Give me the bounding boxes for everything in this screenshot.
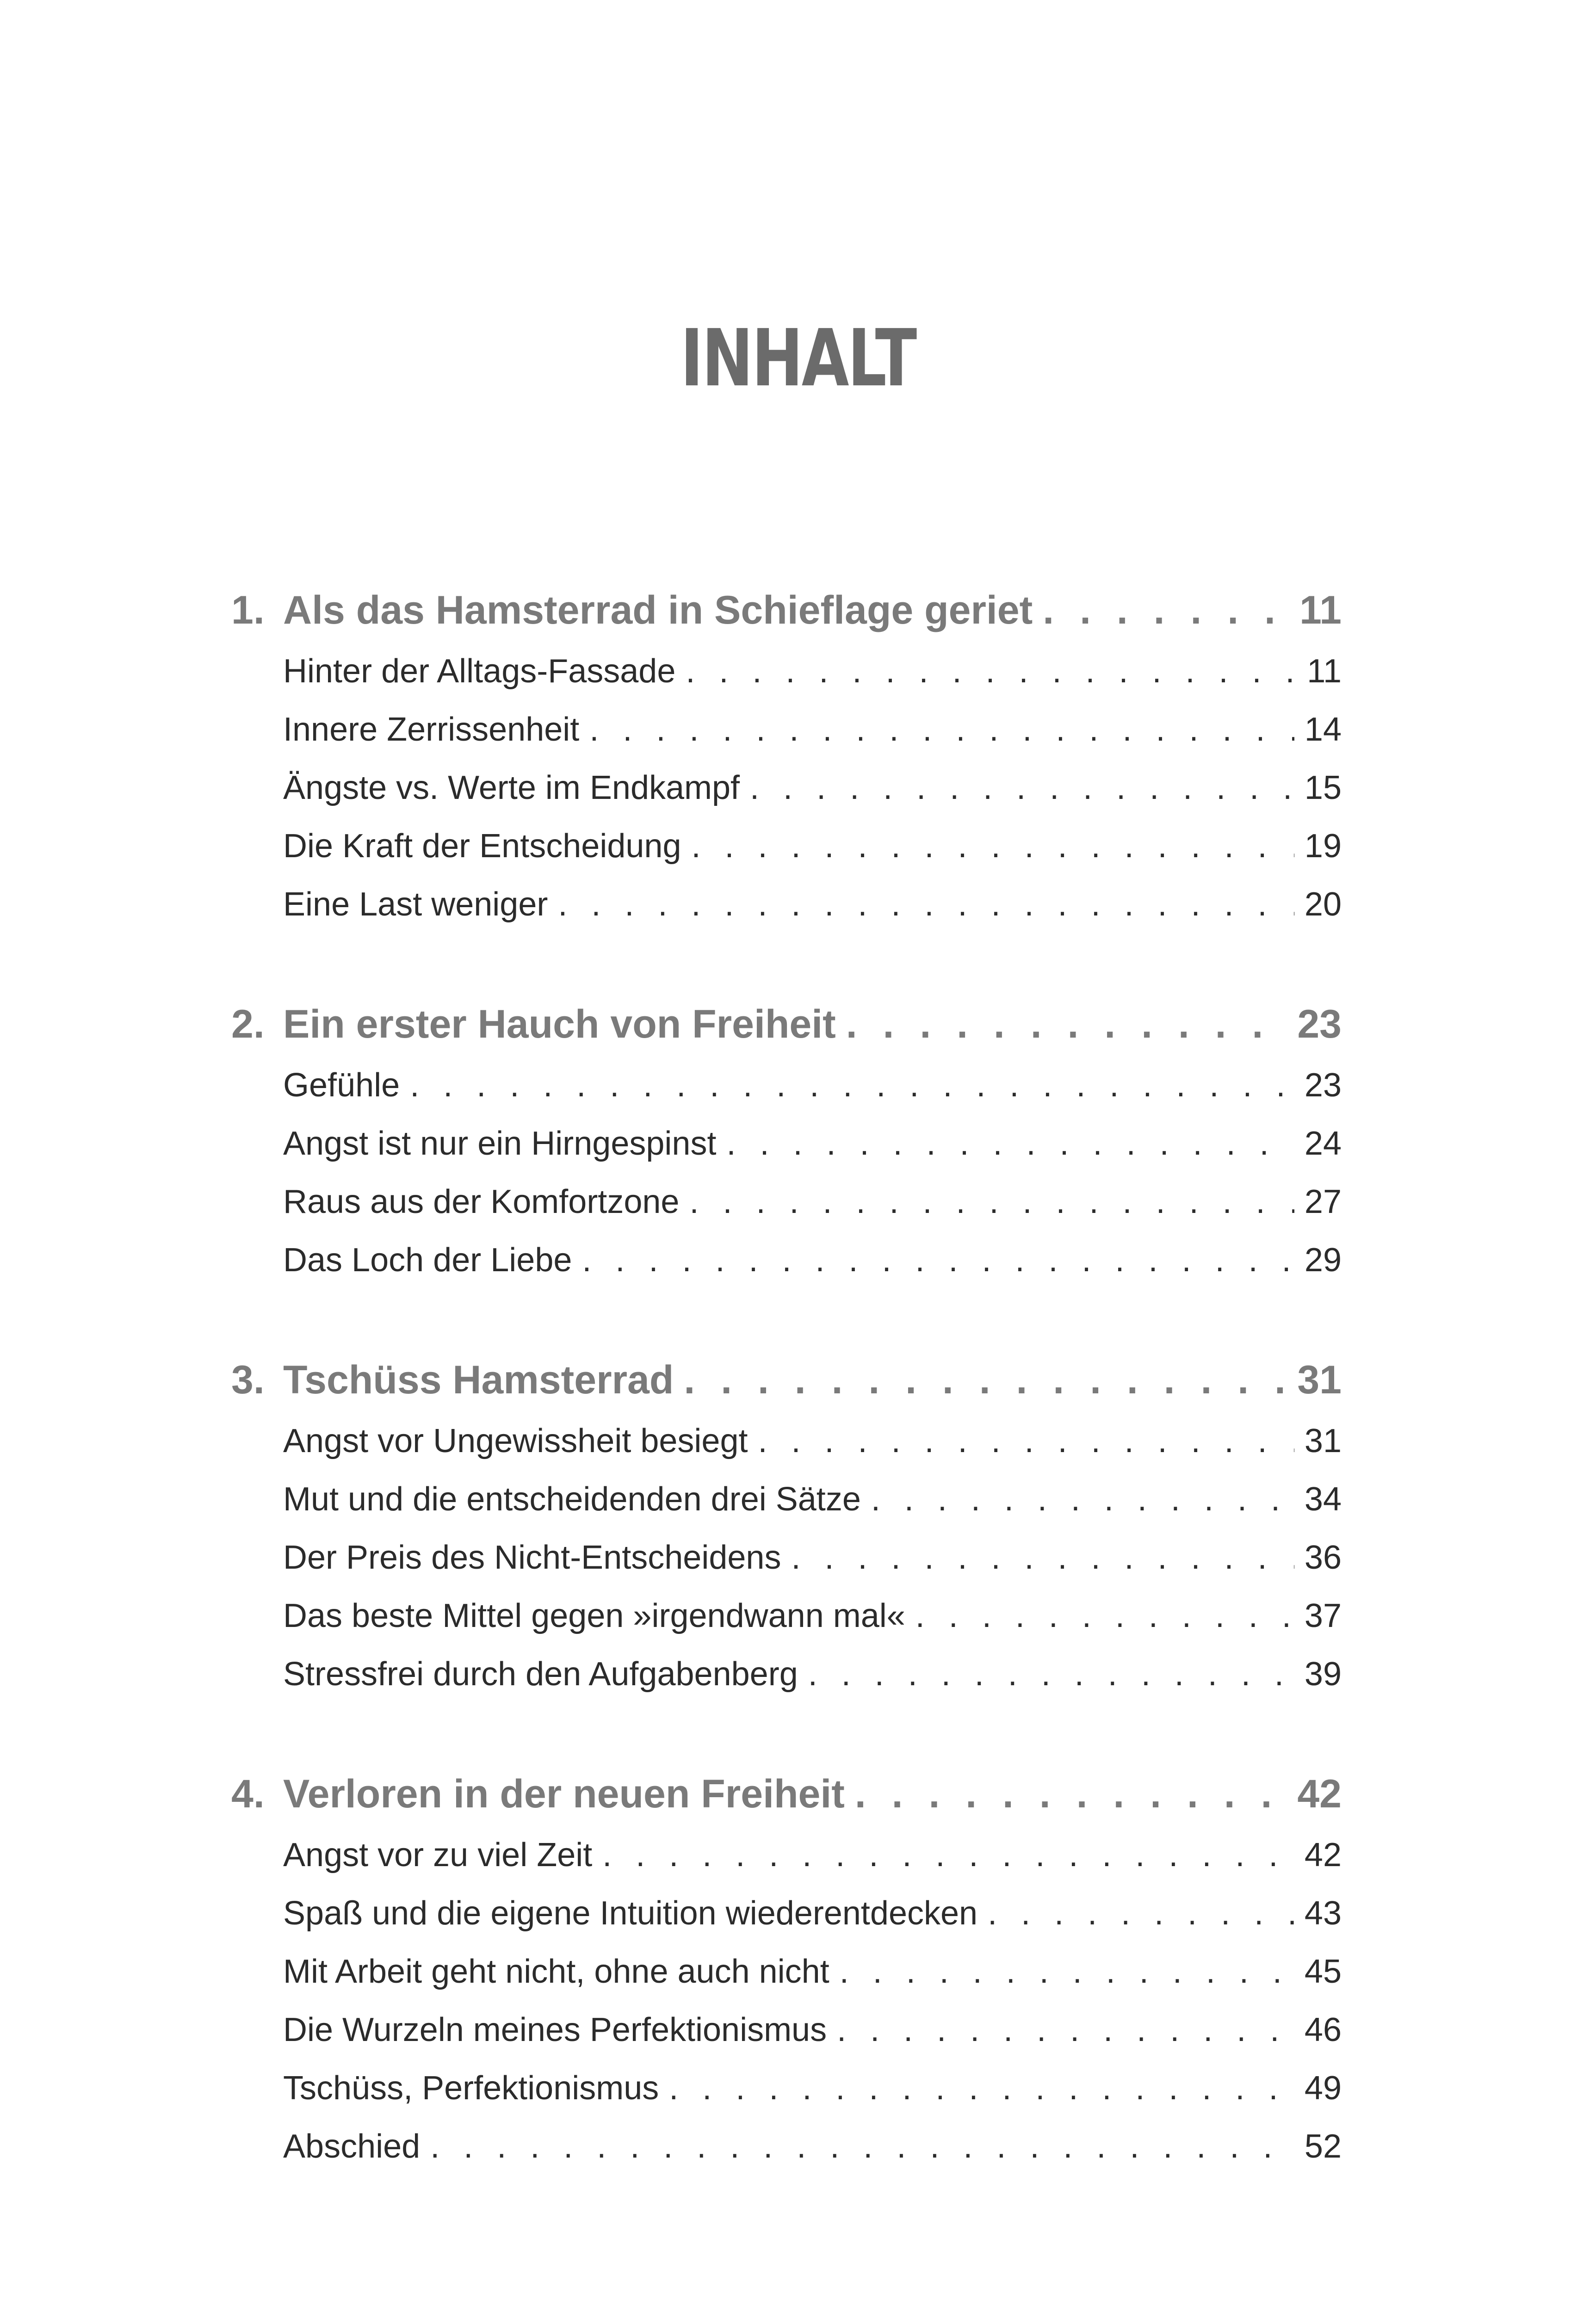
toc-entry[interactable]	[231, 1066, 1342, 1125]
toc-entry[interactable]	[231, 2127, 1342, 2186]
dot-leader	[916, 1597, 1294, 1635]
toc-entry[interactable]	[231, 652, 1342, 711]
section-page-number: 52	[1304, 2128, 1342, 2165]
dot-leader	[691, 827, 1294, 865]
section-page-number: 27	[1304, 1183, 1342, 1220]
dot-leader	[750, 769, 1294, 807]
page-title: INHALT	[680, 313, 916, 404]
section-page-number: 19	[1304, 828, 1342, 865]
chapter-number: 4.	[231, 1772, 265, 1816]
section-title: Angst vor Ungewissheit besiegt	[283, 1422, 748, 1460]
dot-leader	[669, 2069, 1294, 2107]
section-title: Die Kraft der Entscheidung	[283, 828, 681, 865]
section-page-number: 49	[1304, 2070, 1342, 2107]
section-page-number: 11	[1307, 653, 1342, 690]
chapter-heading[interactable]	[231, 1002, 1342, 1066]
section-title: Angst ist nur ein Hirngespinst	[283, 1125, 717, 1162]
section-title: Mut und die entscheidenden drei Sätze	[283, 1481, 861, 1518]
toc-entry[interactable]	[231, 769, 1342, 827]
section-page-number: 45	[1304, 1953, 1342, 1990]
section-title: Innere Zerrissenheit	[283, 711, 580, 748]
chapter-page-number: 23	[1297, 1002, 1342, 1046]
section-title: Der Preis des Nicht-Entscheidens	[283, 1539, 781, 1576]
toc-entry[interactable]	[231, 827, 1342, 885]
section-title: Mit Arbeit geht nicht, ohne auch nicht	[283, 1953, 829, 1990]
section-title: Eine Last weniger	[283, 886, 548, 923]
dot-leader	[855, 1771, 1287, 1817]
chapter-number: 2.	[231, 1002, 265, 1046]
chapter-heading[interactable]	[231, 1357, 1342, 1422]
section-page-number: 42	[1304, 1837, 1342, 1874]
toc-entry[interactable]	[231, 711, 1342, 769]
dot-leader	[808, 1655, 1294, 1693]
section-page-number: 39	[1304, 1656, 1342, 1693]
dot-leader	[837, 2011, 1294, 2049]
section-title: Abschied	[283, 2128, 421, 2165]
toc-entry[interactable]	[231, 885, 1342, 944]
chapter-page-number: 31	[1297, 1358, 1342, 1402]
toc-entry[interactable]	[231, 1241, 1342, 1299]
section-title: Angst vor zu viel Zeit	[283, 1837, 593, 1874]
dot-leader	[840, 1953, 1294, 1991]
section-page-number: 46	[1304, 2011, 1342, 2048]
dot-leader	[582, 1241, 1294, 1279]
dot-leader	[846, 1002, 1287, 1047]
section-title: Das Loch der Liebe	[283, 1242, 572, 1279]
chapter-title: Verloren in der neuen Freiheit	[283, 1772, 845, 1816]
chapter-heading[interactable]	[231, 1771, 1342, 1836]
section-page-number: 24	[1304, 1125, 1342, 1162]
toc-entry[interactable]	[231, 1422, 1342, 1480]
chapter-number: 3.	[231, 1358, 265, 1402]
dot-leader	[430, 2127, 1294, 2165]
chapter-number: 1.	[231, 588, 265, 632]
dot-leader	[684, 1357, 1287, 1403]
chapter-title: Tschüss Hamsterrad	[283, 1358, 674, 1402]
section-title: Hinter der Alltags-Fassade	[283, 653, 676, 690]
section-page-number: 31	[1304, 1422, 1342, 1460]
chapter-1	[231, 588, 1342, 944]
section-title: Das beste Mittel gegen »irgendwann mal«	[283, 1597, 905, 1634]
section-page-number: 14	[1304, 711, 1342, 748]
chapter-3	[231, 1357, 1342, 1713]
dot-leader	[791, 1539, 1294, 1577]
section-title: Ängste vs. Werte im Endkampf	[283, 769, 740, 806]
section-title: Raus aus der Komfortzone	[283, 1183, 680, 1220]
chapter-title: Als das Hamsterrad in Schieflage geriet	[283, 588, 1033, 632]
section-title: Tschüss, Perfektionismus	[283, 2070, 659, 2107]
section-page-number: 34	[1304, 1481, 1342, 1518]
dot-leader	[686, 652, 1294, 690]
section-page-number: 15	[1304, 769, 1342, 806]
dot-leader	[410, 1066, 1294, 1104]
dot-leader	[589, 711, 1294, 748]
chapter-page-number: 42	[1297, 1772, 1342, 1816]
section-title: Spaß und die eigene Intuition wiederentdecken	[283, 1895, 978, 1932]
chapter-page-number: 11	[1299, 588, 1342, 632]
dot-leader	[602, 1836, 1294, 1874]
toc-entry[interactable]	[231, 1183, 1342, 1241]
toc-entry[interactable]	[231, 2069, 1342, 2127]
dot-leader	[988, 1894, 1294, 1932]
dot-leader	[726, 1125, 1294, 1163]
section-page-number: 37	[1304, 1597, 1342, 1634]
chapter-4	[231, 1771, 1342, 2186]
section-title: Stressfrei durch den Aufgabenberg	[283, 1656, 798, 1693]
section-page-number: 20	[1304, 886, 1342, 923]
toc-entry[interactable]	[231, 1125, 1342, 1183]
dot-leader	[689, 1183, 1294, 1221]
toc-entry[interactable]	[231, 1655, 1342, 1713]
dot-leader	[758, 1422, 1294, 1460]
toc-entry[interactable]	[231, 1597, 1342, 1655]
toc-entry[interactable]	[231, 1836, 1342, 1894]
dot-leader	[558, 885, 1294, 923]
section-page-number: 36	[1304, 1539, 1342, 1576]
chapter-heading[interactable]	[231, 588, 1342, 652]
section-page-number: 23	[1304, 1067, 1342, 1104]
section-page-number: 29	[1304, 1242, 1342, 1279]
toc-entry[interactable]	[231, 1894, 1342, 1953]
dot-leader	[1043, 588, 1289, 633]
section-page-number: 43	[1304, 1895, 1342, 1932]
section-title: Gefühle	[283, 1067, 400, 1104]
dot-leader	[871, 1480, 1294, 1518]
toc-entry[interactable]	[231, 1480, 1342, 1539]
toc-entry[interactable]	[231, 2011, 1342, 2069]
chapter-title: Ein erster Hauch von Freiheit	[283, 1002, 836, 1046]
chapter-2	[231, 1002, 1342, 1299]
toc-entry[interactable]	[231, 1953, 1342, 2011]
toc-entry[interactable]	[231, 1539, 1342, 1597]
section-title: Die Wurzeln meines Perfektionismus	[283, 2011, 827, 2048]
table-of-contents	[231, 588, 1342, 2244]
